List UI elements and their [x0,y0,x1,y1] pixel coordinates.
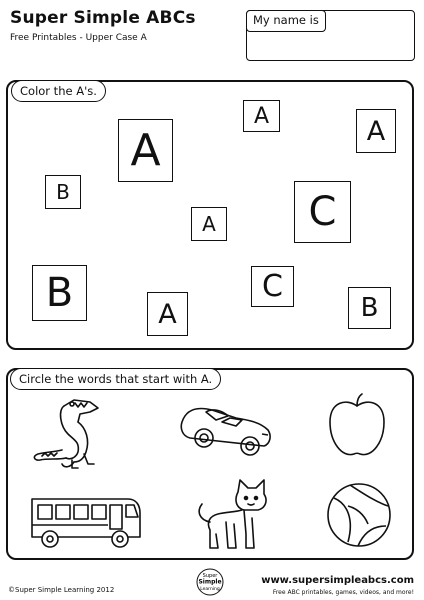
brand-subtitle: Free Printables - Upper Case A [10,33,147,43]
website-link[interactable]: www.supersimpleabcs.com [261,575,414,586]
letter-box[interactable]: A [243,100,280,132]
name-field[interactable] [246,10,415,61]
letter-box[interactable]: B [32,265,87,321]
footer-tagline: Free ABC printables, games, videos, and more! [272,589,414,596]
logo-word: Super [202,573,218,579]
circle-instruction: Circle the words that start with A. [10,368,221,390]
logo-word: Simple [198,578,222,586]
brand-logo [188,568,232,600]
color-section [6,80,414,350]
letter-box[interactable]: C [251,266,294,307]
brand-title: Super Simple ABCs [10,8,196,28]
name-label: My name is [246,10,326,32]
cat-picture[interactable] [186,478,276,554]
logo-word: Learning [200,587,220,592]
letter-box[interactable]: A [191,207,227,241]
car-picture[interactable] [176,400,276,462]
letter-box[interactable]: A [118,119,173,182]
letter-box[interactable]: A [356,109,396,153]
ball-picture[interactable] [324,480,394,550]
circle-section [6,368,414,560]
alligator-picture[interactable] [28,398,118,476]
letter-box[interactable]: C [294,181,351,243]
letter-box[interactable]: B [348,287,391,329]
letter-box[interactable]: A [147,292,188,336]
logo-icon [188,568,232,596]
color-instruction: Color the A's. [11,80,106,102]
apple-picture[interactable] [326,392,388,462]
copyright: ©Super Simple Learning 2012 [8,586,115,594]
letter-box[interactable]: B [45,175,81,209]
bus-picture[interactable] [28,493,148,553]
